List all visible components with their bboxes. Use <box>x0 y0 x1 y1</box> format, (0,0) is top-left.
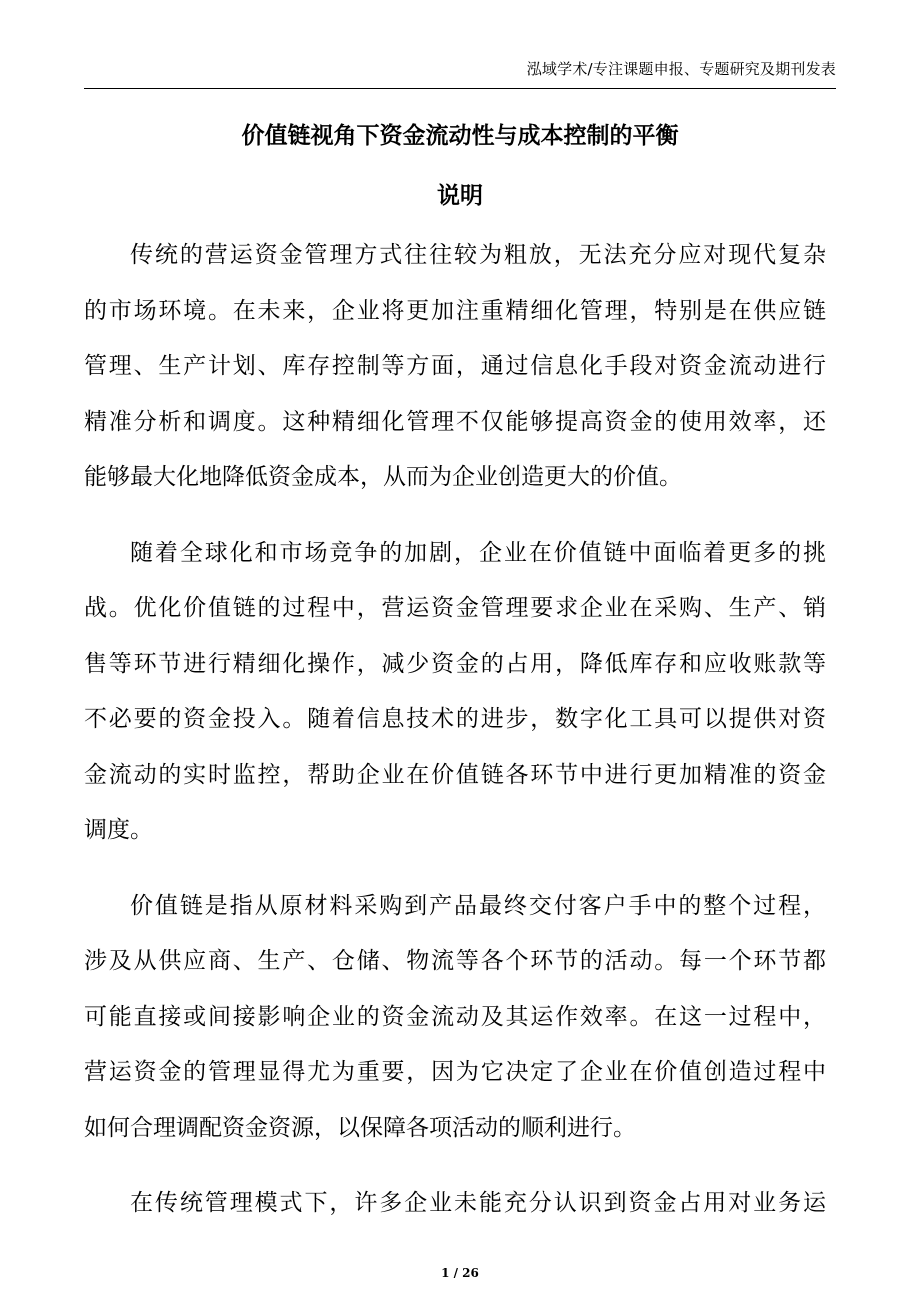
paragraph <box>84 526 826 859</box>
paragraph-line: 价值链是指从原材料采购到产品最终交付客户手中的整个过程， <box>130 892 826 919</box>
paragraph-line: 售等环节进行精细化操作，减少资金的占用，降低库存和应收账款等 <box>84 650 826 677</box>
paragraph-line: 的市场环境。在未来，企业将更加注重精细化管理，特别是在供应链 <box>84 297 826 324</box>
paragraph-line: 战。优化价值链的过程中，营运资金管理要求企业在采购、生产、销 <box>84 595 826 621</box>
paragraph-line: 传统的营运资金管理方式往往较为粗放，无法充分应对现代复杂 <box>130 242 826 268</box>
page-header: 泓域学术/专注课题申报、专题研究及期刊发表 <box>526 60 836 78</box>
paragraph <box>84 1176 826 1232</box>
paragraph-line: 可能直接或间接影响企业的资金流动及其运作效率。在这一过程中， <box>84 1003 826 1030</box>
header-divider <box>84 88 836 89</box>
paragraph-line: 如何合理调配资金资源，以保障各项活动的顺利进行。 <box>84 1114 636 1141</box>
paragraph <box>84 228 826 506</box>
paragraph-line: 精准分析和调度。这种精细化管理不仅能够提高资金的使用效率，还 <box>84 408 826 435</box>
paragraph-line: 随着全球化和市场竞争的加剧，企业在价值链中面临着更多的挑 <box>130 539 826 566</box>
paragraph-line: 不必要的资金投入。随着信息技术的进步，数字化工具可以提供对资 <box>84 706 826 732</box>
paragraph-line: 调度。 <box>84 817 153 843</box>
section-heading: 说明 <box>437 183 483 209</box>
page-number: 1 / 26 <box>441 1266 479 1280</box>
paragraph-line: 涉及从供应商、生产、仓储、物流等各个环节的活动。每一个环节都 <box>84 948 826 974</box>
paragraph-line: 管理、生产计划、库存控制等方面，通过信息化手段对资金流动进行 <box>84 353 826 379</box>
paragraph-line: 能够最大化地降低资金成本，从而为企业创造更大的价值。 <box>84 464 682 490</box>
paragraph-line: 在传统管理模式下，许多企业未能充分认识到资金占用对业务运 <box>130 1190 826 1216</box>
paragraph-line: 营运资金的管理显得尤为重要，因为它决定了企业在价值创造过程中 <box>84 1059 826 1085</box>
document-title: 价值链视角下资金流动性与成本控制的平衡 <box>241 123 679 149</box>
paragraph-line: 金流动的实时监控，帮助企业在价值链各环节中进行更加精准的资金 <box>84 761 826 788</box>
paragraph <box>84 879 826 1157</box>
document-body <box>84 228 826 1252</box>
